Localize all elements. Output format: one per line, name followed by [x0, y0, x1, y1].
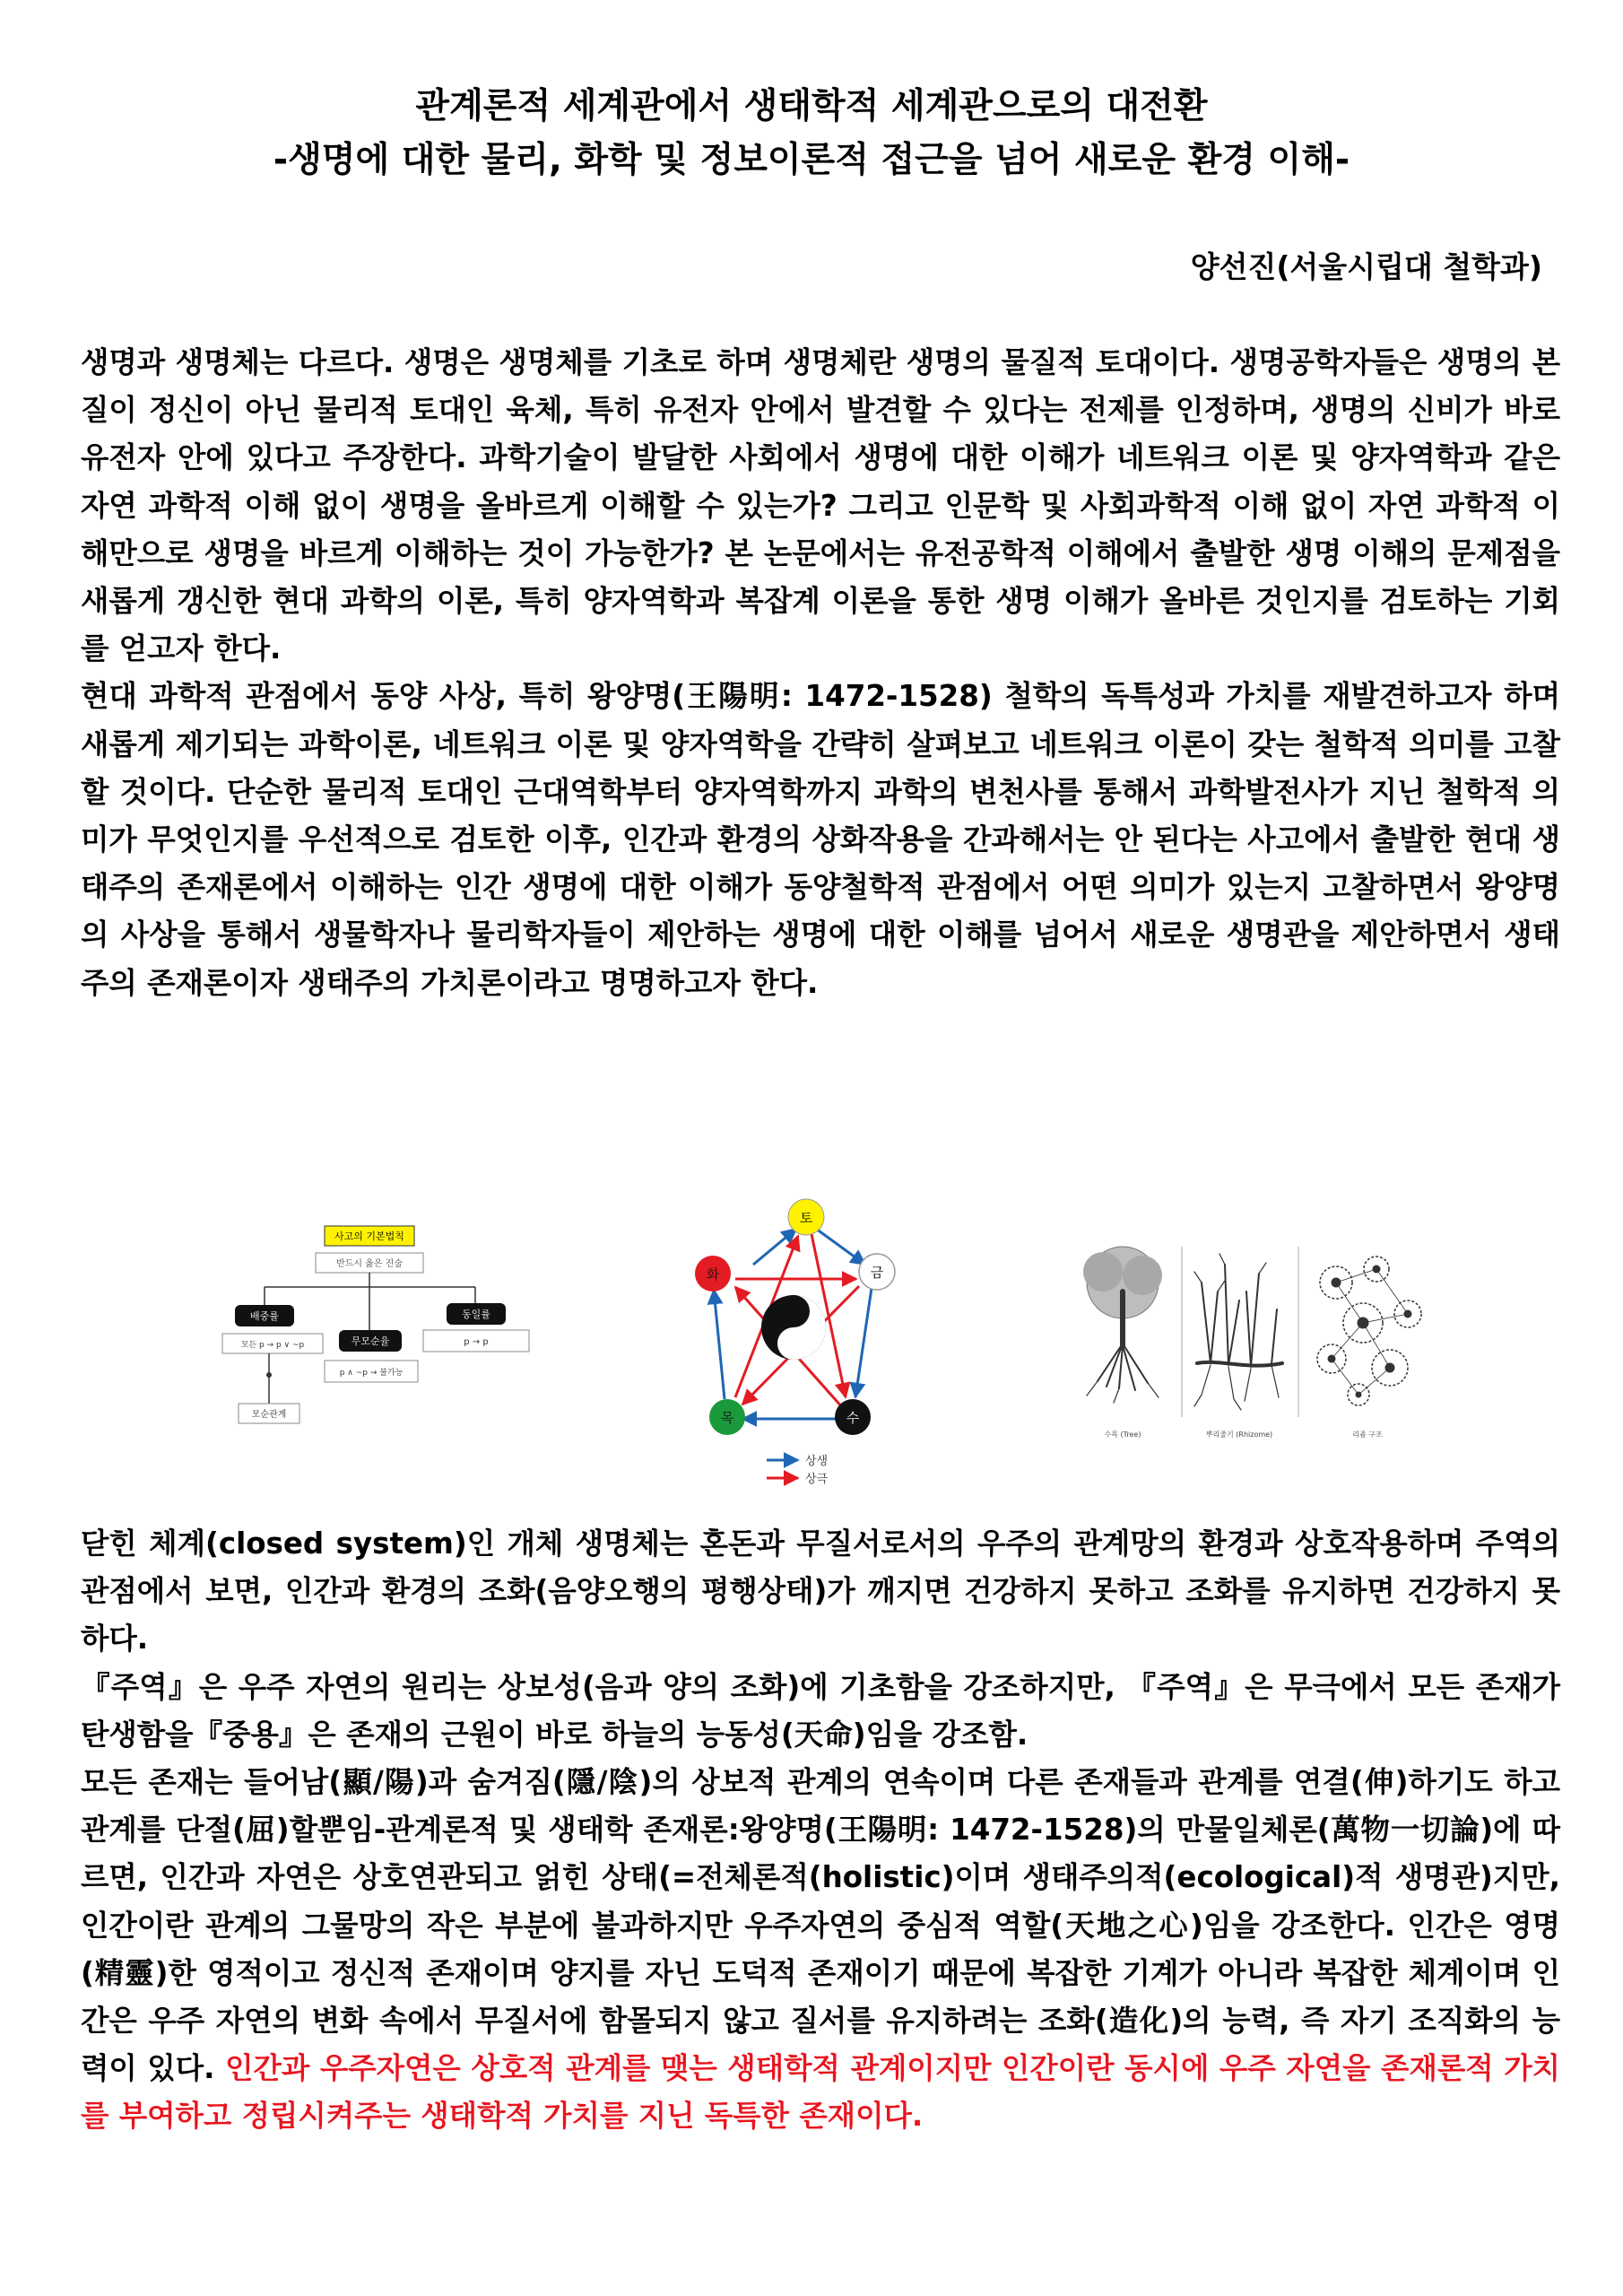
earth-label: 토 — [799, 1210, 813, 1226]
wood-label: 목 — [720, 1410, 734, 1426]
tree-rhizome-illustration — [1067, 1229, 1435, 1462]
logic-laws-diagram — [215, 1215, 547, 1475]
fire-label: 화 — [706, 1266, 720, 1283]
tree-drawing — [1083, 1247, 1162, 1403]
abstract-section — [81, 339, 1560, 1007]
body-paragraph-3 — [81, 1759, 1560, 2141]
abstract-paragraph-2: 현대 과학적 관점에서 동양 사상, 특히 왕양명(王陽明: 1472-1528) 철학의 독특성과 가치를 재발견하고자 하며 새롭게 제기되는 과학이론, 네트워크 이론 및 양자역학을 간략히 살펴보고 네트워크 이론이 갖는 철학적 의미를 고찰할 것이다. 단순한 물리적 토대인 근대역학부터 양자역학까지 과학의 변천사를 통해서 과학발전사가 지닌 철학적 의미가 무엇인지를 우선적으로 검토한 이후, 인간과 환경의 상화작용을 간과해서는 안 된다는 사고에서 출발한 현대 생태주의 존재론에서 이해하는 인간 생명에 대한 이해가 동양철학적 관점에서 어떤 의미가 있는지 고찰하면서 왕양명의 사상을 통해서 생물학자나 물리학자들이 제안하는 생명에 대한 이해를 넘어서 새로운 생명관을 제안하면서 생태주의 존재론이자 생태주의 가치론이라고 명명하고자 한다. — [81, 679, 1560, 1000]
author: 양선진(서울시립대 철학과) — [1190, 249, 1542, 284]
logic-left-label: 배중률 — [250, 1310, 279, 1322]
tree-caption: 수목 (Tree) — [1104, 1431, 1141, 1439]
body-paragraph-1: 닫힌 체계(closed system)인 개체 생명체는 혼돈과 무질서로서의 우주의 관계망의 환경과 상호작용하며 주역의 관점에서 보면, 인간과 환경의 조화(음양오행의 평행상태)가 깨지면 건강하지 못하고 조화를 유지하면 건강하지 못하다. — [81, 1526, 1560, 1657]
tree-rhizome-svg — [1067, 1229, 1435, 1462]
title-line-2: -생명에 대한 물리, 화학 및 정보이론적 접근을 넘어 새로운 환경 이해- — [273, 140, 1350, 180]
body-section — [81, 1520, 1560, 2141]
title-line-1: 관계론적 세계관에서 생태학적 세계관으로의 대전환 — [415, 86, 1208, 126]
logic-mid-formula: p ∧ ~p → 불가능 — [339, 1369, 404, 1378]
five-elements-diagram — [592, 1193, 1013, 1498]
logic-right-label: 동일률 — [462, 1309, 490, 1320]
metal-label: 금 — [870, 1265, 884, 1281]
body-paragraph-3-highlight: 인간과 우주자연은 상호적 관계를 맺는 생태학적 관계이지만 인간이란 동시에 우주 자연을 존재론적 가치를 부여하고 정립시켜주는 생태학적 가치를 지닌 독특한 존재이다. — [81, 2051, 1561, 2134]
body-paragraph-3-text: 모든 존재는 들어남(顯/陽)과 숨겨짐(隱/陰)의 상보적 관계의 연속이며 다른 존재들과 관계를 연결(伸)하기도 하고 관계를 단절(屈)할뿐임-관계론적 및 생태학 존재론:왕양명(王陽明: 1472-1528)의 만물일체론(萬物一切論)에 따르면, 인간과 자연은 상호연관되고 얽힌 상태(=전체론적(holistic)이며 생태주의적(ecological)적 생명관)지만, 인간이란 관계의 그물망의 작은 부분에 불과하지만 우주자연의 중심적 역할(天地之心)임을 강조한다. 인간은 영명(精靈)한 영적이고 정신적 존재이며 양지를 자닌 도덕적 존재이기 때문에 복잡한 기계가 아니라 복잡한 체계이며 인간은 우주 자연의 변화 속에서 무질서에 함몰되지 않고 질서를 유지하려는 조화(造化)의 능력, 즉 자기 조직화의 능력이 있다. — [81, 1765, 1560, 2086]
body-paragraph-2: 『주역』은 우주 자연의 원리는 상보성(음과 양의 조화)에 기초함을 강조하지만, 『주역』은 무극에서 모든 존재가 탄생함을『중용』은 존재의 근원이 바로 하늘의 능동성(天命)임을 강조함. — [81, 1669, 1560, 1752]
logic-bottom-label: 모순관계 — [251, 1410, 287, 1420]
legend-overcome-label: 상극 — [805, 1473, 829, 1486]
yin-yang-symbol — [761, 1295, 826, 1360]
five-elements-svg — [592, 1193, 1013, 1498]
logic-subtitle: 반드시 옳은 진술 — [336, 1259, 403, 1269]
logic-mid-label: 무모순율 — [351, 1335, 390, 1347]
abstract-paragraph-1: 생명과 생명체는 다르다. 생명은 생명체를 기초로 하며 생명체란 생명의 물질적 토대이다. 생명공학자들은 생명의 본질이 정신이 아닌 물리적 토대인 육체, 특히 유전자 안에서 발견할 수 있다는 전제를 인정하며, 생명의 신비가 바로 유전자 안에 있다고 주장한다. 과학기술이 발달한 사회에서 생명에 대한 이해가 네트워크 이론 및 양자역학과 같은 자연 과학적 이해 없이 생명을 올바르게 이해할 수 있는가? 그리고 인문학 및 사회과학적 이해 없이 자연 과학적 이해만으로 생명을 바르게 이해하는 것이 가능한가? 본 논문에서는 유전공학적 이해에서 출발한 생명 이해의 문제점을 새롭게 갱신한 현대 과학의 이론, 특히 양자역학과 복잡계 이론을 통한 생명 이해가 올바른 것인지를 검토하는 기회를 얻고자 한다. — [81, 345, 1560, 666]
logic-left-formula: 모든 p → p ∨ ~p — [240, 1341, 305, 1350]
rhizome-caption: 뿌리줄기 (Rhizome) — [1205, 1431, 1273, 1439]
logic-laws-svg — [215, 1215, 547, 1475]
rhizome-drawing — [1194, 1254, 1282, 1410]
logic-top-label: 사고의 기본법칙 — [334, 1231, 404, 1242]
water-label: 수 — [846, 1410, 860, 1426]
logic-right-formula: p → p — [464, 1337, 489, 1347]
network-caption: 리좀 구조 — [1352, 1431, 1383, 1439]
logic-connector-dot — [266, 1372, 272, 1378]
legend-generate-label: 상생 — [805, 1455, 829, 1468]
network-drawing — [1317, 1257, 1421, 1405]
